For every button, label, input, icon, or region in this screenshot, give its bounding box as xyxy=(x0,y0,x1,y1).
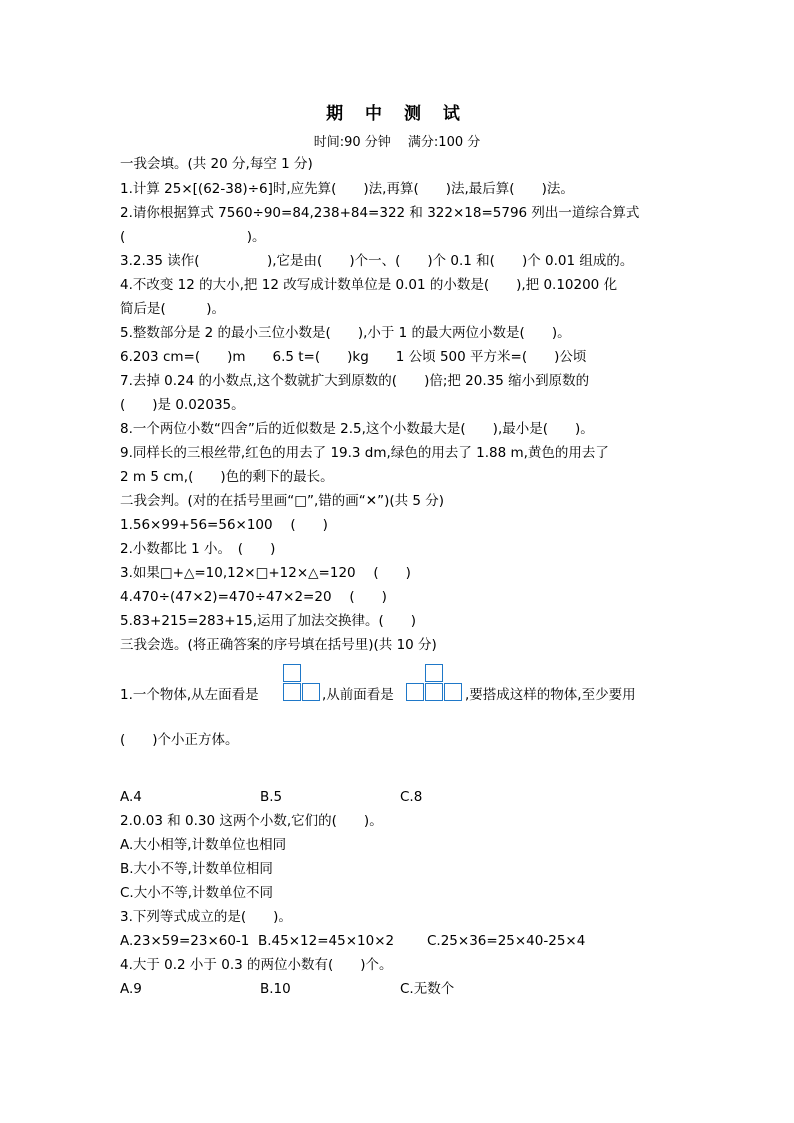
q1-text-part3: ,要搭成这样的物体,至少要用 xyxy=(465,687,636,703)
option-b: B.45×12=45×10×2 xyxy=(258,933,395,949)
question-line: 4.不改变 12 的大小,把 12 改写成计数单位是 0.01 的小数是( ),把 0.10200 化 xyxy=(120,277,618,293)
cube-square xyxy=(283,683,301,701)
judgment-line: 4.470÷(47×2)=470÷47×2=20 ( ) xyxy=(120,589,387,605)
option-a: A.4 xyxy=(120,789,142,805)
question-line: 2 m 5 cm,( )色的剩下的最长。 xyxy=(120,469,334,485)
q1-text-part2: ,从前面看是 xyxy=(322,687,394,703)
judgment-line: 5.83+215=283+15,运用了加法交换律。( ) xyxy=(120,613,417,629)
cube-square xyxy=(406,683,424,701)
question-line: 1.计算 25×[(62-38)÷6]时,应先算( )法,再算( )法,最后算( )法。 xyxy=(120,181,574,197)
section3-heading: 三我会选。(将正确答案的序号填在括号里)(共 10 分) xyxy=(120,637,437,653)
cube-square xyxy=(425,683,443,701)
q3-stem: 3.下列等式成立的是( )。 xyxy=(120,909,292,925)
judgment-line: 3.如果□+△=10,12×□+12×△=120 ( ) xyxy=(120,565,411,581)
cube-square xyxy=(302,683,320,701)
exam-info: 时间:90 分钟 满分:100 分 xyxy=(313,135,481,150)
question-line: 简后是( )。 xyxy=(120,301,226,317)
option-c: C.8 xyxy=(400,789,423,805)
section2-heading: 二我会判。(对的在括号里画“□”,错的画“✕”)(共 5 分) xyxy=(120,493,445,509)
page-title: 期 中 测 试 xyxy=(326,104,468,124)
question-line: ( )。 xyxy=(120,229,266,245)
question-line: 7.去掉 0.24 的小数点,这个数就扩大到原数的( )倍;把 20.35 缩小到原数的 xyxy=(120,373,590,389)
question-line: 3.2.35 读作( ),它是由( )个一、( )个 0.1 和( )个 0.01 组成的。 xyxy=(120,253,634,269)
question-line: 6.203 cm=( )m 6.5 t=( )kg 1 公顷 500 平方米=( )公顷 xyxy=(120,349,587,365)
question-line: 5.整数部分是 2 的最小三位小数是( ),小于 1 的最大两位小数是( )。 xyxy=(120,325,571,341)
option-a: A.23×59=23×60-1 xyxy=(120,933,250,949)
option-a: A.9 xyxy=(120,981,142,997)
option-c: C.无数个 xyxy=(400,981,455,997)
cube-square xyxy=(283,664,301,682)
judgment-line: 2.小数都比 1 小。 ( ) xyxy=(120,541,276,557)
q1-text-part1: 1.一个物体,从左面看是 xyxy=(120,687,259,703)
option-b: B.10 xyxy=(260,981,291,997)
section1-heading: 一我会填。(共 20 分,每空 1 分) xyxy=(120,156,313,172)
question-line: 2.请你根据算式 7560÷90=84,238+84=322 和 322×18=5796 列出一道综合算式 xyxy=(120,205,640,221)
left-view-figure xyxy=(283,664,321,702)
option-b: B.5 xyxy=(260,789,283,805)
question-line: 9.同样长的三根丝带,红色的用去了 19.3 dm,绿色的用去了 1.88 m,黄色的用去了 xyxy=(120,445,609,461)
cube-square xyxy=(425,664,443,682)
option-c: C.25×36=25×40-25×4 xyxy=(427,933,586,949)
front-view-figure xyxy=(406,664,464,702)
q4-stem: 4.大于 0.2 小于 0.3 的两位小数有( )个。 xyxy=(120,957,393,973)
option-c: C.大小不等,计数单位不同 xyxy=(120,885,274,901)
q2-stem: 2.0.03 和 0.30 这两个小数,它们的( )。 xyxy=(120,813,383,829)
question-line: ( )是 0.02035。 xyxy=(120,397,245,413)
judgment-line: 1.56×99+56=56×100 ( ) xyxy=(120,517,328,533)
cube-square xyxy=(444,683,462,701)
q1-text-line2: ( )个小正方体。 xyxy=(120,732,239,748)
option-b: B.大小不等,计数单位相同 xyxy=(120,861,273,877)
option-a: A.大小相等,计数单位也相同 xyxy=(120,837,287,853)
question-line: 8.一个两位小数“四舍”后的近似数是 2.5,这个小数最大是( ),最小是( )。 xyxy=(120,421,594,437)
